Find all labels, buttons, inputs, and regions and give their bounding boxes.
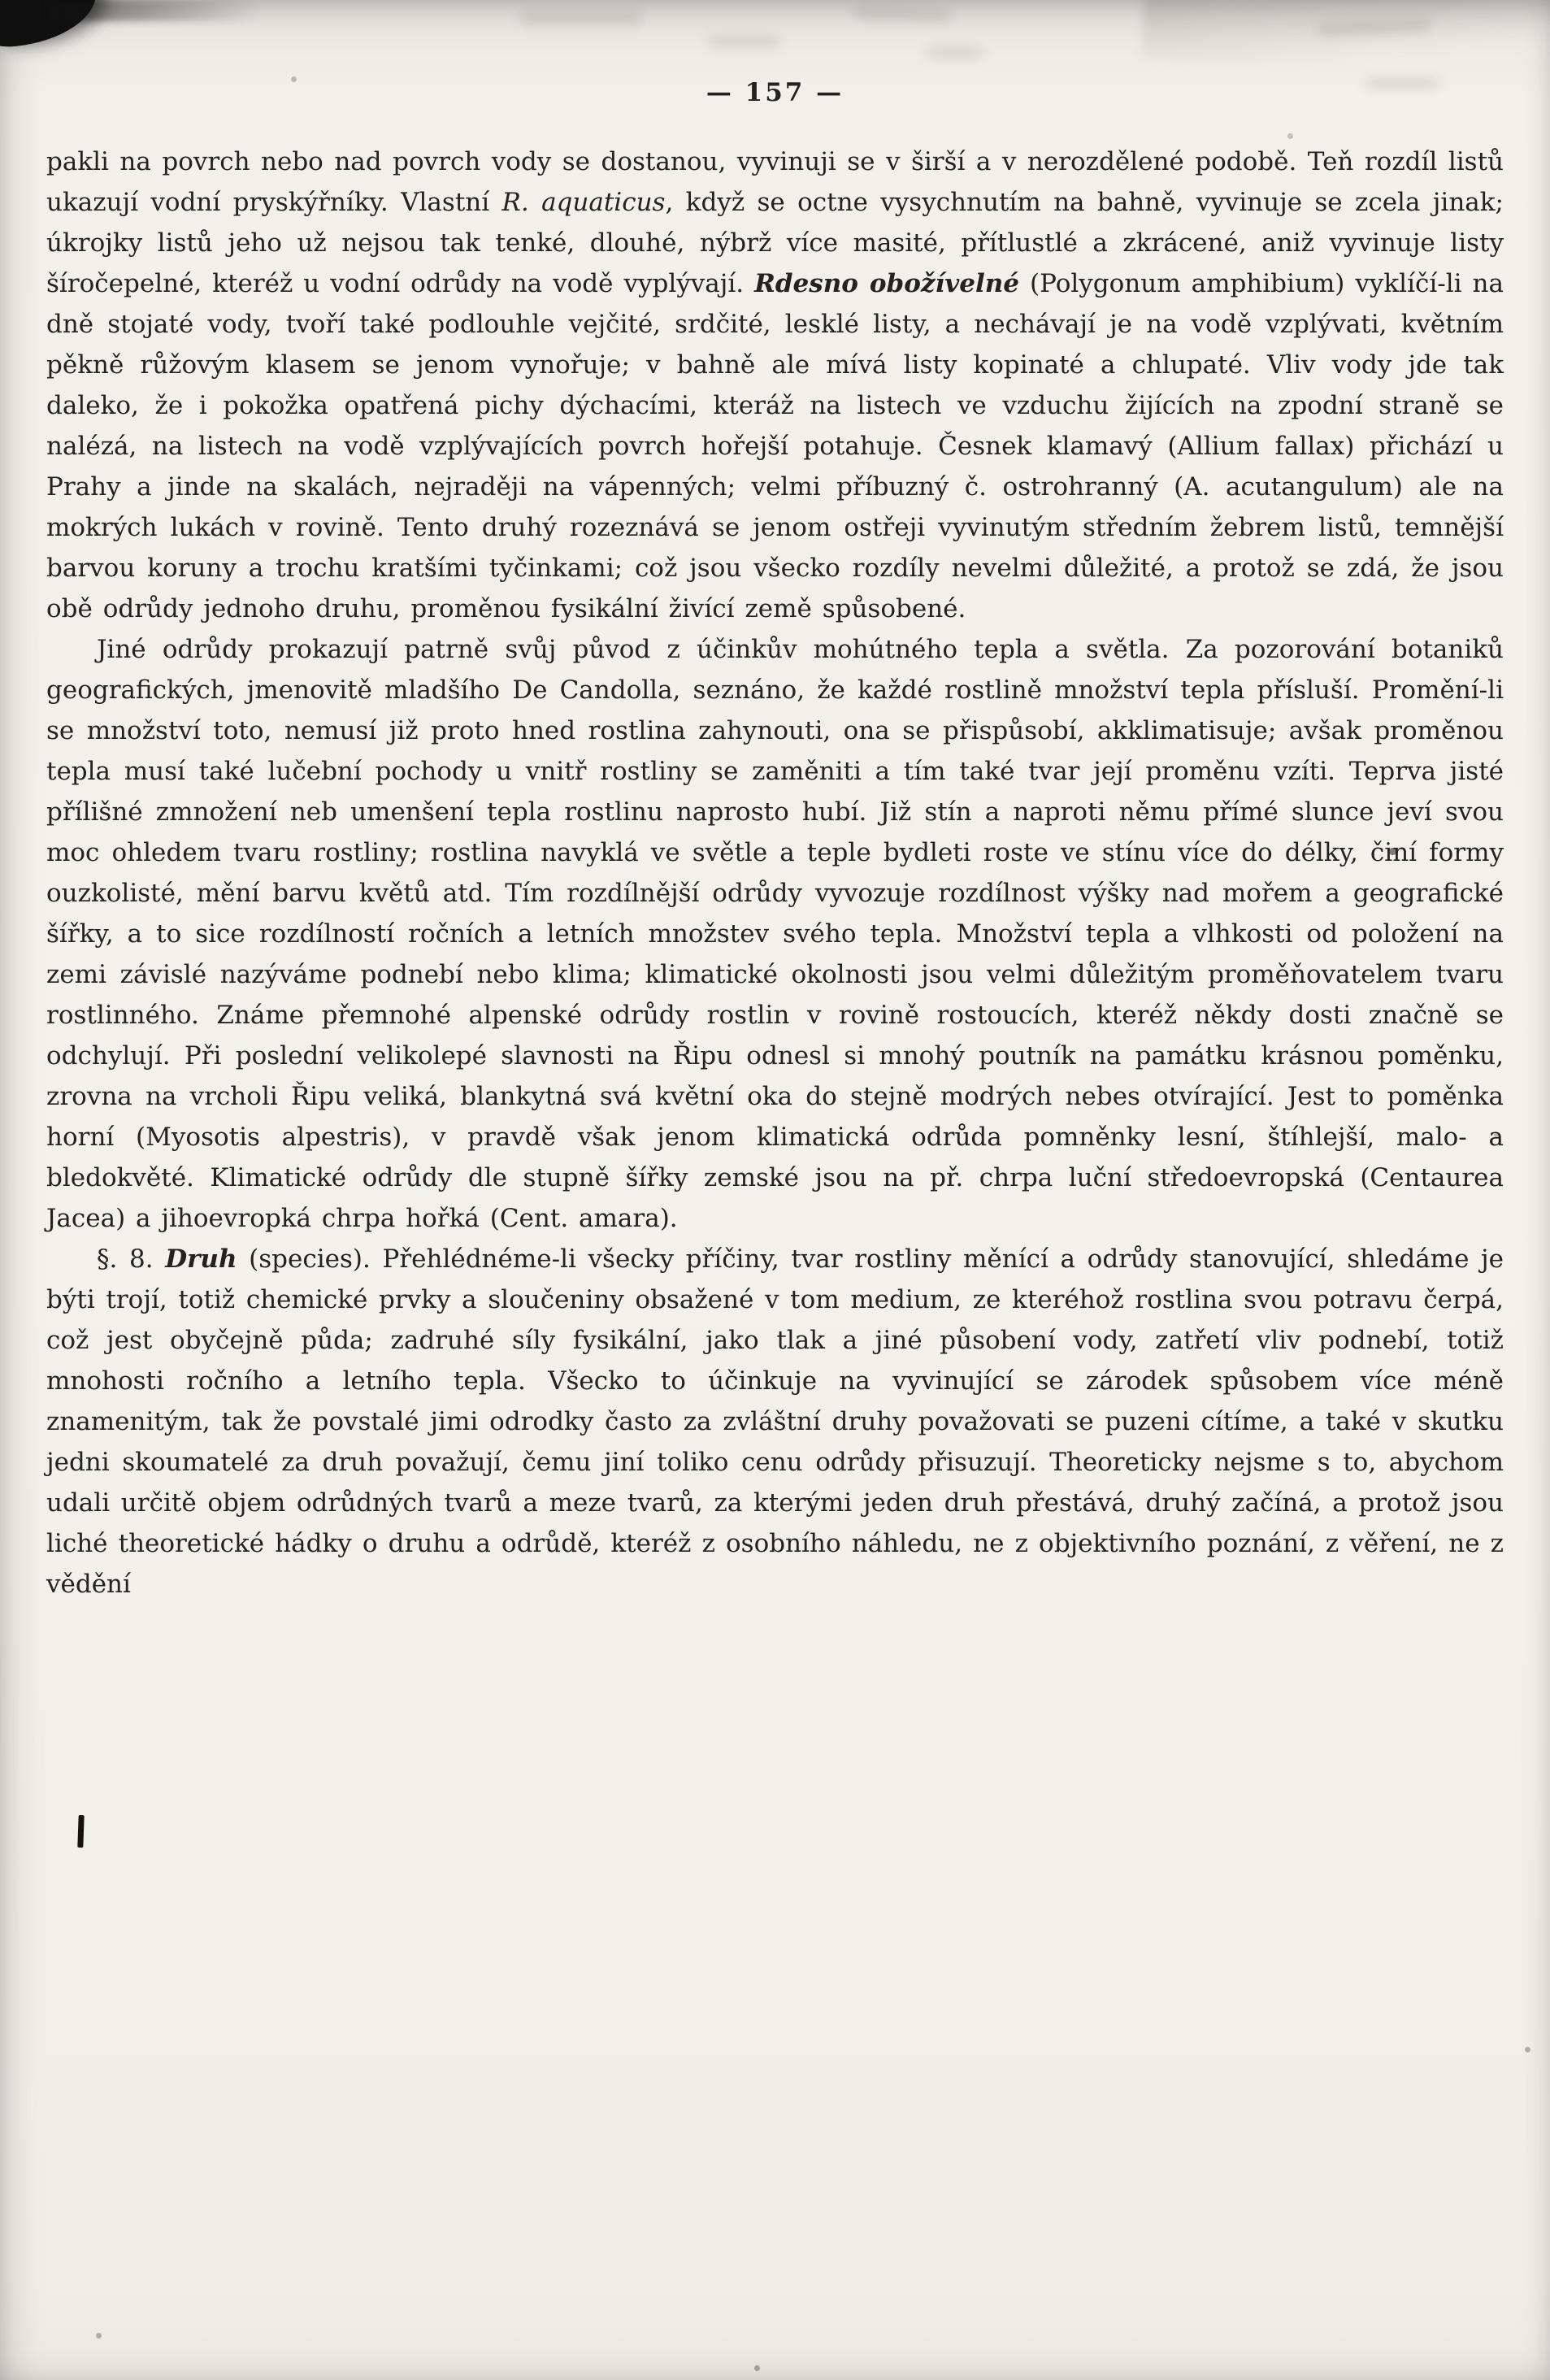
text-block (46, 78, 1504, 1605)
text-run: Jiné odrůdy prokazují patrně svůj původ z účinkův mohútného tepla a světla. Za pozorování botaniků geografických, jmenovitě mladšího De Candolla, seznáno, že každé rostlině množství tepla přísluší. Promění-li se množství toto, nemusí již proto hned rostlina zahynouti, ona se přispůsobí, akklimatisuje; avšak proměnou tepla musí také lučební pochody u vnitř rostliny se zaměniti a tím také tvar její proměnu vzíti. Teprva jisté přílišné zmnožení neb umenšení tepla rostlinu naprosto hubí. Již stín a naproti němu přímé slunce jeví svou moc ohledem tvaru rostliny; rostlina navyklá ve světle a teple bydleti roste ve stínu více do délky, činí formy ouzkolisté, mění barvu květů atd. Tím rozdílnější odrůdy vyvozuje rozdílnost výšky nad mořem a geografické šířky, a to sice rozdílností ročních a letních množstev svého tepla. Množství tepla a vlhkosti od položení na zemi závislé nazýváme podnebí nebo klima; klimatické okolnosti jsou velmi důležitým proměňovatelem tvaru rostlinného. Známe přemnohé alpenské odrůdy rostlin v rovině rostoucích, kteréž někdy dosti značně se odchylují. Při poslední velikolepé slavnosti na Řipu odnesl si mnohý poutník na památku krásnou poměnku, zrovna na vrcholi Řipu veliká, blankytná svá květní oka do stejně modrých nebes otvírající. Jest to poměnka horní (Myosotis alpestris), v pravdě však jenom klimatická odrůda pomněnky lesní, štíhlejší, malo- a bledokvěté. Klimatické odrůdy dle stupně šířky zemské jsou na př. chrpa luční středoevropská (Centaurea Jacea) a jihoevropká chrpa hořká (Cent. amara). (46, 635, 1504, 1233)
scan-artifact-ink-mark (77, 1815, 84, 1848)
bleedthrough-text-smudge (927, 47, 983, 58)
text-run: (species). Přehlédnéme-li všecky příčiny, tvar rostliny měnící a odrůdy stanovující, shledáme je býti trojí, totiž chemické prvky a sloučeniny obsažené v tom medium, ze kteréhož rostlina svou potravu čerpá, což jest obyčejně půda; zadruhé síly fysikální, jako tlak a jiné působení vody, zatřetí vliv podnebí, totiž mnohosti ročního a letního tepla. Všecko to účinkuje na vyvinující se zárodek spůsobem více méně znamenitým, tak že povstalé jimi odrodky často za zvláštní druhy považovati se puzeni cítíme, a také v skutku jedni skoumatelé za druh považují, čemu jiní toliko cenu odrůdy přisuzují. Theoreticky nejsme s to, abychom udali určitě objem odrůdných tvarů a meze tvarů, za kterými jeden druh přestává, druhý začíná, a protož jsou liché theoretické hádky o druhu a odrůdě, kteréž z osobního náhledu, ne z objektivního poznání, z věření, ne z vědění (46, 1244, 1504, 1599)
text-run: Rdesno obožívelné (754, 269, 1020, 298)
bleedthrough-text-smudge (707, 36, 780, 47)
scan-artifact-corner-shade (1140, 0, 1550, 89)
text-run: §. 8. (97, 1244, 166, 1274)
page-number: — 157 — (706, 78, 844, 107)
scan-artifact-top-streak (49, 0, 260, 21)
text-run: pakli na povrch nebo nad povrch vody se dostanou, vyvinuji se v širší a v nerozdělené podobě. Teň rozdíl listů ukazují vodní pryskýřníky. Vlastní (46, 147, 1504, 217)
text-run: , když se octne vysychnutím na bahně, vyvinuje se zcela jinak; úkrojky listů jeho už nejsou tak tenké, dlouhé, nýbrž více masité, přítlustlé a zkrácené, aniž vyvinuje listy šíročepelné, kteréž u vodní odrůdy na vodě vyplývají. (46, 188, 1504, 298)
bleedthrough-text-smudge (1317, 18, 1431, 36)
text-run: Druh (165, 1244, 237, 1274)
body-text (46, 141, 1504, 1605)
bleedthrough-text-smudge (520, 11, 642, 24)
scan-artifact-specks (0, 0, 2, 2)
paragraph (46, 1239, 1504, 1605)
paragraph (46, 141, 1504, 629)
bleedthrough-text-smudge (853, 7, 951, 22)
paragraph (46, 629, 1504, 1239)
text-run: (Polygonum amphibium) vyklíčí-li na dně stojaté vody, tvoří také podlouhle vejčité, srdčité, lesklé listy, a nechávají je na vodě vzplývati, květním pěkně růžovým klasem se jenom vynořuje; v bahně ale mívá listy kopinaté a chlupaté. Vliv vody jde tak daleko, že i pokožka opatřená pichy dýchacími, kteráž na listech ve vzduchu žijících na zpodní straně se nalézá, na listech na vodě vzplývajících povrch hořejší potahuje. Česnek klamavý (Allium fallax) přichází u Prahy a jinde na skalách, nejraději na vápenných; velmi příbuzný č. ostrohranný (A. acutangulum) ale na mokrých lukách v rovině. Tento druhý rozeznává se jenom ostřeji vyvinutým středním žebrem listů, temnější barvou koruny a trochu kratšími tyčinkami; což jsou všecko rozdíly nevelmi důležité, a protož se zdá, že jsou obě odrůdy jednoho druhu, proměnou fysikální živící země spůsobené. (46, 269, 1504, 623)
text-run: R. aquaticus (501, 188, 666, 217)
scan-artifact-corner-blob (0, 0, 101, 50)
